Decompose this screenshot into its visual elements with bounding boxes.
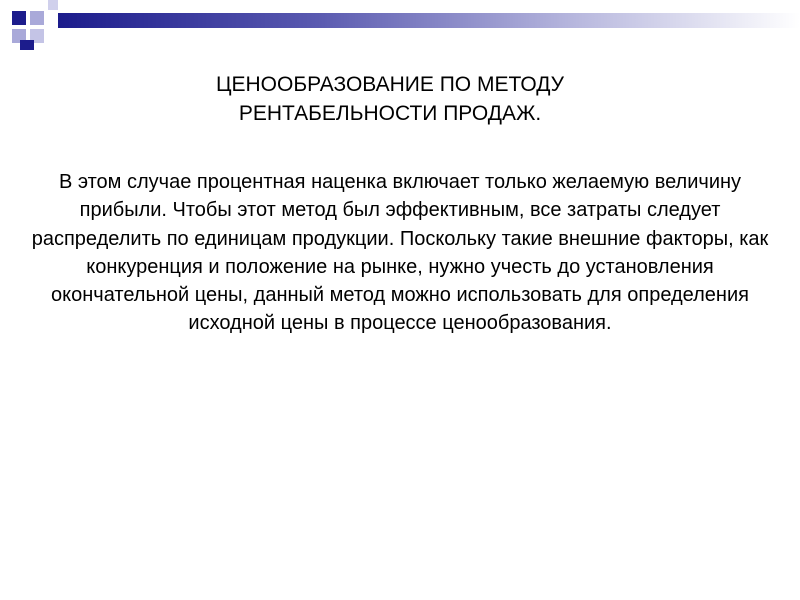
corner-square-light xyxy=(30,11,44,25)
slide-title xyxy=(60,70,720,128)
corner-squares-decoration xyxy=(0,0,800,60)
corner-square-dark xyxy=(20,40,34,50)
header-gradient-bar xyxy=(58,13,800,28)
corner-square-dark xyxy=(12,11,26,25)
corner-square-light xyxy=(48,0,58,10)
slide-title-line-1: ЦЕНООБРАЗОВАНИЕ ПО МЕТОДУ xyxy=(215,73,565,96)
slide-body-text: В этом случае процентная наценка включает только желаемую величину прибыли. Чтобы этот метод был эффективным, все затраты следует распределить по единицам продукции. Поскольку такие внешние факторы, как конкуренция и положение на рынке, нужно учесть до установления окончательной цены, данный метод можно использовать для определения исходной цены в процессе ценообразования. xyxy=(31,171,769,335)
slide-title-line-2: РЕНТАБЕЛЬНОСТИ ПРОДАЖ. xyxy=(238,102,542,125)
